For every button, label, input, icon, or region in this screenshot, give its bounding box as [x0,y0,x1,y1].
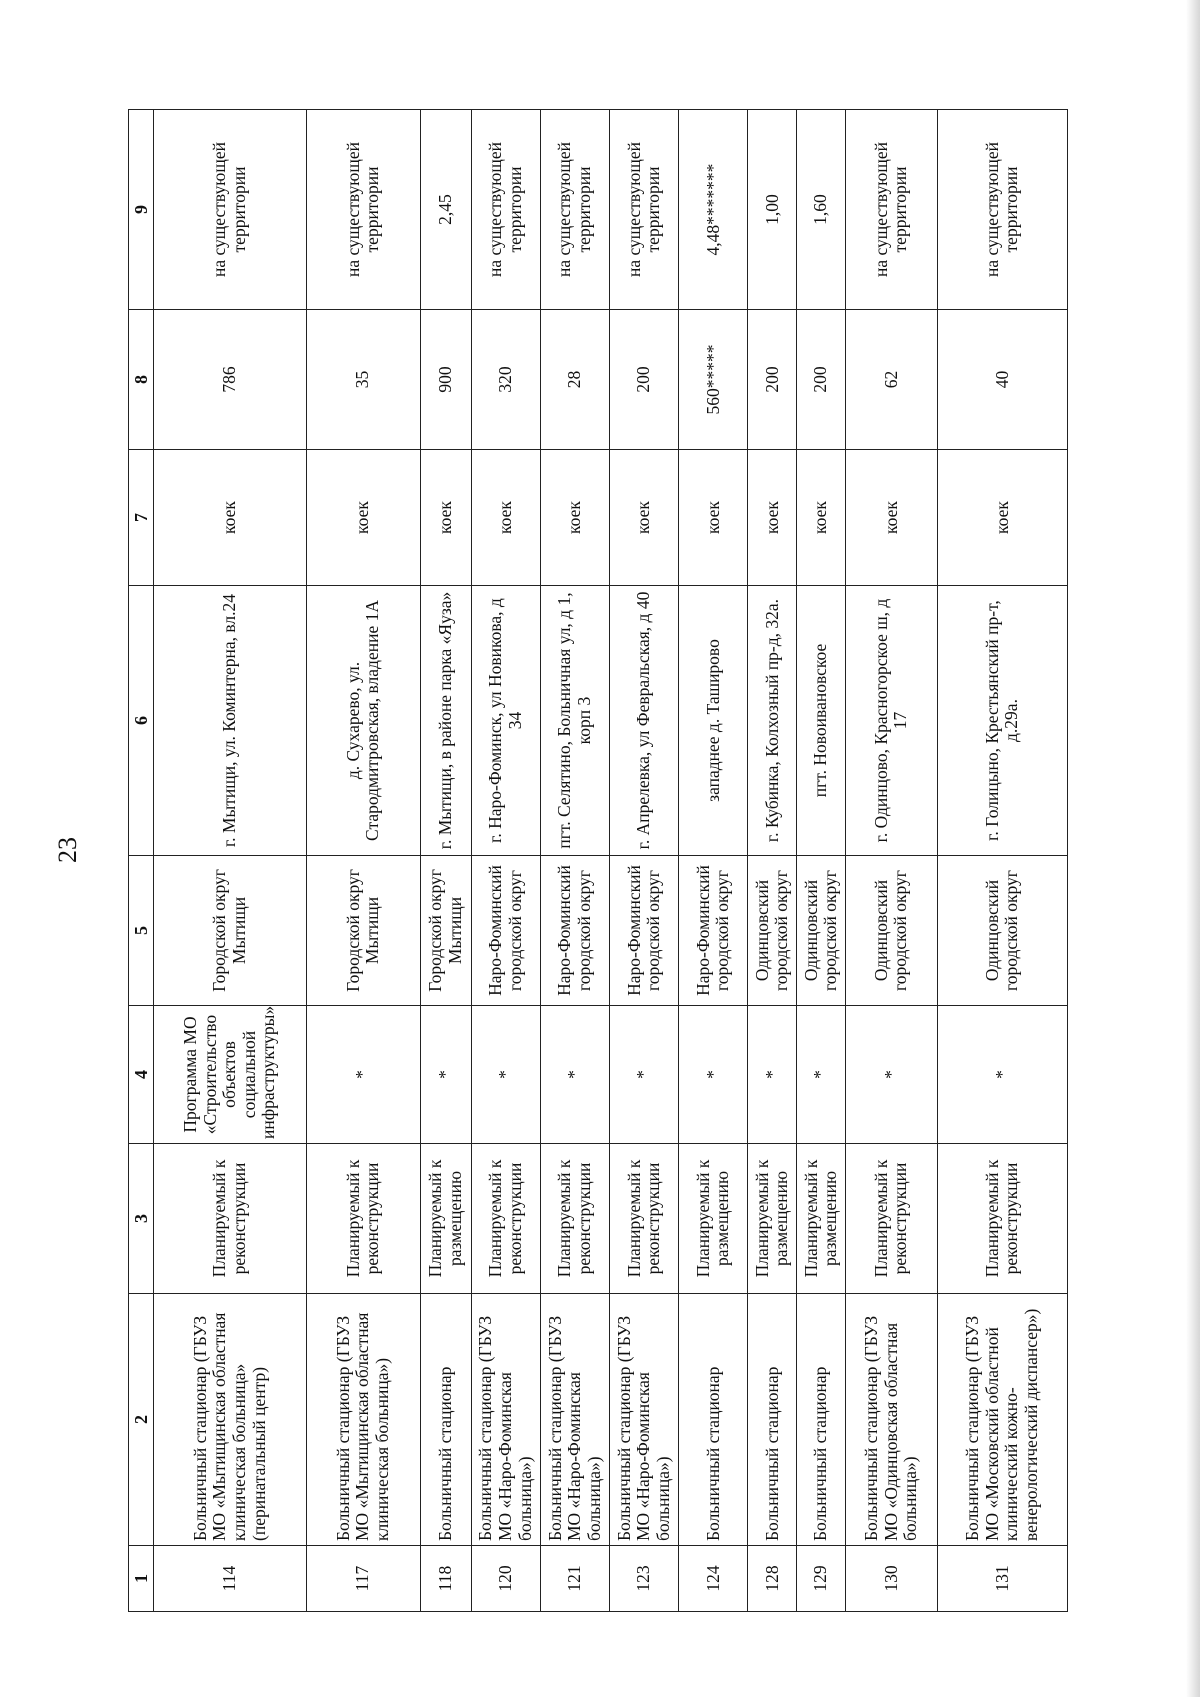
column-header: 2 [129,1294,154,1546]
district: Городской округ Мытищи [306,856,420,1006]
column-header: 7 [129,450,154,586]
facility-name: Больничный стационар (ГБУЗ МО «Мытищинская областная клиническая больница» (перинатальный центр) [154,1294,307,1546]
facility-name: Больничный стационар (ГБУЗ МО «Наро-Фоминская больница») [610,1294,679,1546]
program: * [797,1006,846,1144]
table-row [679,110,748,1612]
program: * [748,1006,797,1144]
capacity-value: 28 [540,310,609,450]
program: * [846,1006,938,1144]
facility-status: Планируемый к реконструкции [937,1144,1067,1294]
address: западнее д. Таширово [679,586,748,856]
facility-name: Больничный стационар [679,1294,748,1546]
row-number: 114 [154,1546,307,1612]
capacity-value: 35 [306,310,420,450]
area-value: 4,48******* [679,110,748,310]
area-value: на существующей территории [471,110,540,310]
column-header: 1 [129,1546,154,1612]
facility-name: Больничный стационар (ГБУЗ МО «Наро-Фоминская больница») [540,1294,609,1546]
row-number: 120 [471,1546,540,1612]
row-number: 118 [420,1546,471,1612]
area-value: на существующей территории [610,110,679,310]
facilities-table [128,109,1068,1612]
unit: коек [154,450,307,586]
capacity-value: 200 [748,310,797,450]
facility-status: Планируемый к реконструкции [306,1144,420,1294]
area-value: 1,60 [797,110,846,310]
column-header: 5 [129,856,154,1006]
program: * [306,1006,420,1144]
facility-status: Планируемый к размещению [797,1144,846,1294]
district: Городской округ Мытищи [420,856,471,1006]
address: г. Наро-Фоминск, ул Новикова, д 34 [471,586,540,856]
program: * [937,1006,1067,1144]
table-row [420,110,471,1612]
district: Одинцовский городской округ [797,856,846,1006]
header-row [129,110,154,1612]
district: Одинцовский городской округ [937,856,1067,1006]
district: Наро-Фоминский городской округ [679,856,748,1006]
program: * [471,1006,540,1144]
program: Программа МО «Строительство объектов социальной инфраструктуры» [154,1006,307,1144]
address: г. Голицыно, Крестьянский пр-т, д.29а. [937,586,1067,856]
facility-status: Планируемый к реконструкции [846,1144,938,1294]
facility-name: Больничный стационар [420,1294,471,1546]
district: Одинцовский городской округ [846,856,938,1006]
program: * [540,1006,609,1144]
unit: коек [937,450,1067,586]
facility-status: Планируемый к размещению [748,1144,797,1294]
area-value: на существующей территории [154,110,307,310]
capacity-value: 560***** [679,310,748,450]
row-number: 124 [679,1546,748,1612]
address: пгт. Селятино, Больничная ул, д 1, корп 3 [540,586,609,856]
unit: коек [306,450,420,586]
facility-name: Больничный стационар (ГБУЗ МО «Одинцовская областная больница») [846,1294,938,1546]
unit: коек [471,450,540,586]
district: Наро-Фоминский городской округ [540,856,609,1006]
table-row [797,110,846,1612]
unit: коек [420,450,471,586]
page-number: 23 [53,837,82,863]
table-row [306,110,420,1612]
row-number: 130 [846,1546,938,1612]
facility-status: Планируемый к реконструкции [610,1144,679,1294]
table-row [748,110,797,1612]
facility-name: Больничный стационар (ГБУЗ МО «Московский областной клинический кожно-венерологический диспансер») [937,1294,1067,1546]
facility-name: Больничный стационар (ГБУЗ МО «Мытищинская областная клиническая больница») [306,1294,420,1546]
table-row [471,110,540,1612]
table-row [154,110,307,1612]
facility-status: Планируемый к размещению [420,1144,471,1294]
capacity-value: 62 [846,310,938,450]
capacity-value: 900 [420,310,471,450]
facility-status: Планируемый к реконструкции [471,1144,540,1294]
row-number: 121 [540,1546,609,1612]
row-number: 128 [748,1546,797,1612]
column-header: 8 [129,310,154,450]
scan-edge-shadow [1186,0,1200,1697]
column-header: 4 [129,1006,154,1144]
column-header: 9 [129,110,154,310]
address: г. Апрелевка, ул Февральская, д 40 [610,586,679,856]
district: Наро-Фоминский городской округ [610,856,679,1006]
unit: коек [797,450,846,586]
unit: коек [846,450,938,586]
table-row [937,110,1067,1612]
row-number: 123 [610,1546,679,1612]
row-number: 129 [797,1546,846,1612]
area-value: 1,00 [748,110,797,310]
column-header: 3 [129,1144,154,1294]
address: г. Мытищи, ул. Коминтерна, вл.24 [154,586,307,856]
capacity-value: 200 [610,310,679,450]
capacity-value: 200 [797,310,846,450]
district: Одинцовский городской округ [748,856,797,1006]
rotated-table-wrapper [128,110,1068,1612]
row-number: 117 [306,1546,420,1612]
row-number: 131 [937,1546,1067,1612]
address: г. Одинцово, Красногорское ш, д 17 [846,586,938,856]
unit: коек [540,450,609,586]
address: г. Мытищи, в районе парка «Яуза» [420,586,471,856]
table-row [540,110,609,1612]
unit: коек [679,450,748,586]
facility-status: Планируемый к размещению [679,1144,748,1294]
column-header: 6 [129,586,154,856]
capacity-value: 320 [471,310,540,450]
address: д. Сухарево, ул. Стародмитровская, владение 1А [306,586,420,856]
area-value: 2,45 [420,110,471,310]
area-value: на существующей территории [306,110,420,310]
program: * [610,1006,679,1144]
area-value: на существующей территории [846,110,938,310]
table-row [846,110,938,1612]
facility-name: Больничный стационар [748,1294,797,1546]
district: Городской округ Мытищи [154,856,307,1006]
unit: коек [748,450,797,586]
district: Наро-Фоминский городской округ [471,856,540,1006]
facility-status: Планируемый к реконструкции [540,1144,609,1294]
capacity-value: 40 [937,310,1067,450]
facility-name: Больничный стационар [797,1294,846,1546]
facility-name: Больничный стационар (ГБУЗ МО «Наро-Фоминская больница») [471,1294,540,1546]
area-value: на существующей территории [540,110,609,310]
address: пгт. Новоивановское [797,586,846,856]
facility-status: Планируемый к реконструкции [154,1144,307,1294]
capacity-value: 786 [154,310,307,450]
table-row [610,110,679,1612]
area-value: на существующей территории [937,110,1067,310]
unit: коек [610,450,679,586]
program: * [679,1006,748,1144]
address: г. Кубинка, Колхозный пр-д, 32а. [748,586,797,856]
program: * [420,1006,471,1144]
